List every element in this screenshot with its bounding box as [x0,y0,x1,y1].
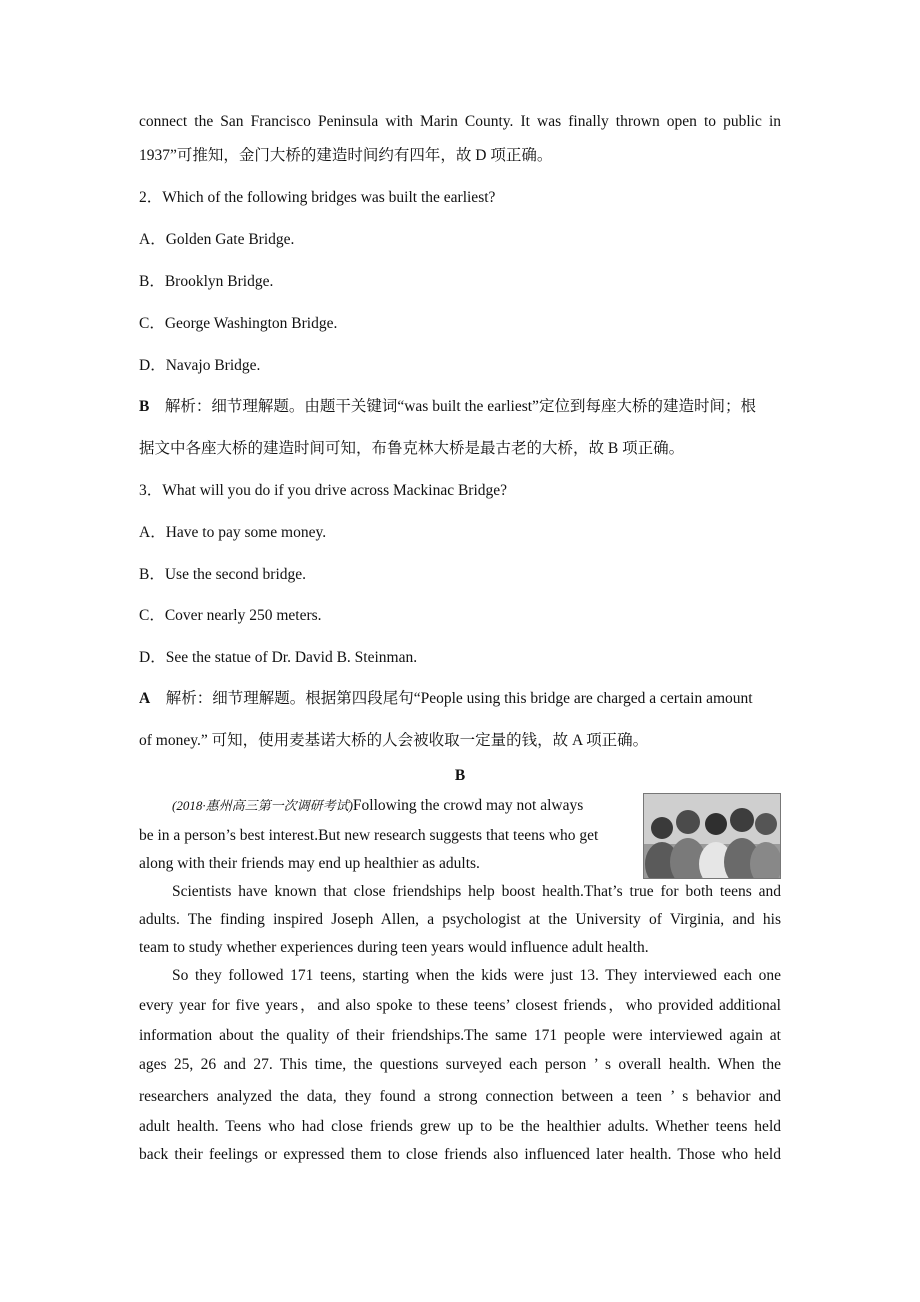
option-b: B．Brooklyn Bridge. [139,273,274,290]
passage-line: information about the quality of their friendships.The same 171 people were interviewed again at [139,1027,781,1044]
passage-line: back their feelings or expressed them to close friends also influenced later health. Those who held [139,1146,781,1163]
answer-2 [139,397,781,417]
passage-line: every year for five years，and also spoke to these teens’ closest friends，who provided additional [139,997,781,1014]
source-citation: (2018·惠州高三第一次调研考试) [172,798,353,813]
answer-3 [139,689,781,709]
passage-line: researchers analyzed the data, they found a strong connection between a teen ’ s behavior and [139,1088,781,1105]
section-heading: B [454,767,466,784]
option-a: A．Have to pay some money. [139,524,327,541]
answer-letter: B [139,398,150,415]
passage-line: So they followed 171 teens, starting when the kids were just 13. They interviewed each one [172,967,781,984]
option-c: C．Cover nearly 250 meters. [139,607,322,624]
passage-line: adults. The finding inspired Joseph Allen, a psychologist at the University of Virginia, and his [139,911,781,928]
text-line: 1937”可推知，金门大桥的建造时间约有四年，故 D 项正确。 [139,147,553,164]
answer-explanation: 解析：细节理解题。由题干关键词“was built the earliest”定位到每座大桥的建造时间；根 [164,398,756,415]
option-d: D．See the statue of Dr. David B. Steinman. [139,649,418,666]
group-of-teens-photo [643,793,781,879]
option-d: D．Navajo Bridge. [139,357,261,374]
option-b: B．Use the second bridge. [139,566,307,583]
passage-line: team to study whether experiences during teen years would influence adult health. [139,939,649,956]
text-line: connect the San Francisco Peninsula with Marin County. It was finally thrown open to public in [139,113,781,130]
question-3: 3．What will you do if you drive across Mackinac Bridge? [139,482,508,499]
passage-line: adult health. Teens who had close friends grew up to be the healthier adults. Whether teens held [139,1118,781,1135]
answer-explanation-cont: of money.” 可知，使用麦基诺大桥的人会被收取一定量的钱，故 A 项正确。 [139,732,649,749]
passage-line: ages 25, 26 and 27. This time, the questions surveyed each person ’ s overall health. When the [139,1056,781,1073]
answer-letter: A [139,690,151,707]
question-2: 2．Which of the following bridges was built the earliest? [139,189,496,206]
passage-line: Scientists have known that close friendships help boost health.That’s true for both teens and [172,883,781,900]
passage-text: Following the crowd may not always [352,797,584,814]
answer-explanation-cont: 据文中各座大桥的建造时间可知，布鲁克林大桥是最古老的大桥，故 B 项正确。 [139,440,685,457]
passage-line [172,796,640,816]
passage-line: be in a person’s best interest.But new research suggests that teens who get [139,827,599,844]
answer-explanation: 解析：细节理解题。根据第四段尾句“People using this bridge are charged a certain amount [165,690,753,707]
passage-line: along with their friends may end up healthier as adults. [139,855,480,872]
option-a: A．Golden Gate Bridge. [139,231,295,248]
option-c: C．George Washington Bridge. [139,315,338,332]
